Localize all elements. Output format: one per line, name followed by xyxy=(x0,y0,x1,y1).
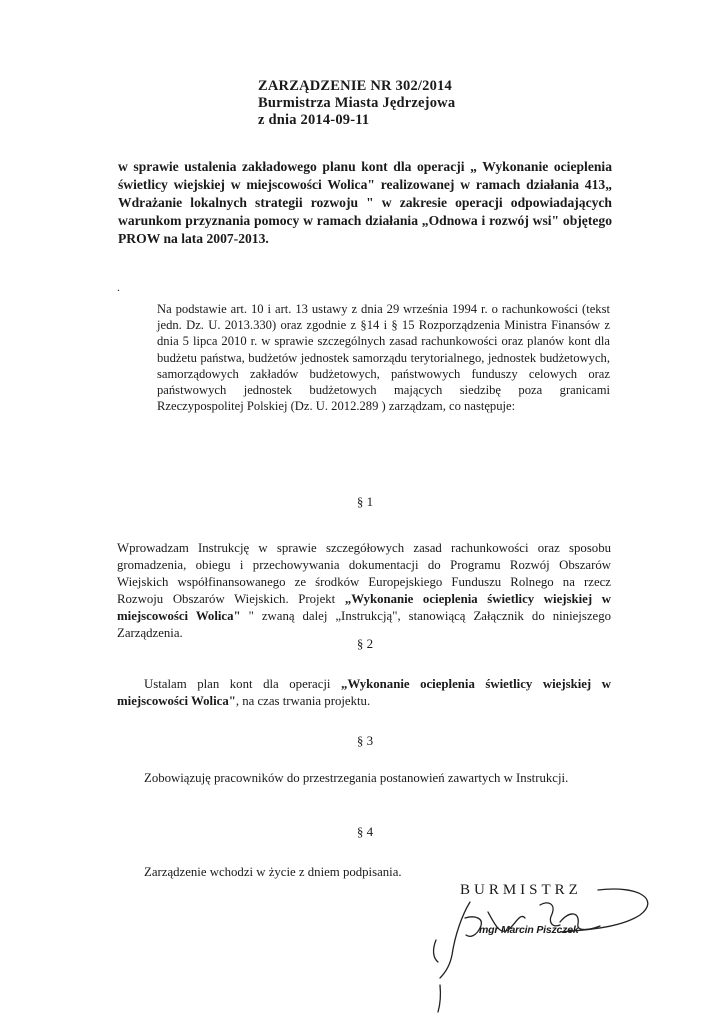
issuer: Burmistrza Miasta Jędrzejowa xyxy=(258,95,456,111)
section-4-text-start: Zarządzenie wchodzi w życie z dniem podpisania. xyxy=(144,865,402,879)
signature-title: BURMISTRZ xyxy=(460,882,582,898)
ordinance-subject: w sprawie ustalenia zakładowego planu kont dla operacji „ Wykonanie ocieplenia świetlicy wiejskiej w miejscowości Wolica" realizowanej w ramach działania 413„ Wdrażanie lokalnych strategii rozwoju " w zakresie operacji odpowiadających warunkom przyznania pomocy w ramach działania „Odnowa i rozwój wsi" objętego PROW na lata 2007-2013. xyxy=(118,159,612,246)
section-2-mark: § 2 xyxy=(356,636,374,651)
section-1-text-start: Wprowadzam Instrukcję w sprawie szczegółowych zasad rachunkowości oraz sposobu gromadzenia, obiegu i przechowywania dokumentacji do Programu Rozwój Obszarów Wiejskich współfinansowanego ze środków Europejskiego Funduszu Rolnego na rzecz Rozwoju Obszarów Wiejskich. Projekt xyxy=(117,541,611,606)
section-2-text-end: , na czas trwania projektu. xyxy=(235,694,371,708)
section-3-text-start: Zobowiązuję pracowników do przestrzegania postanowień zawartych w Instrukcji. xyxy=(144,771,569,785)
ordinance-number: ZARZĄDZENIE NR 302/2014 xyxy=(258,78,452,94)
section-3-text xyxy=(117,770,611,787)
legal-basis-paragraph: Na podstawie art. 10 i art. 13 ustawy z dnia 29 września 1994 r. o rachunkowości (tekst jedn. Dz. U. 2013.330) oraz zgodnie z §14 i § 15 Rozporządzenia Ministra Finansów z dnia 5 lipca 2010 r. w sprawie szczególnych zasad rachunkowości oraz planów kont dla budżetu państwa, budżetów jednostek samorządu terytorialnego, jednostek budżetowych, samorządowych zakładów budżetowych, państwowych funduszy celowych oraz państwowych jednostek budżetowych mających siedzibę poza granicami Rzeczypospolitej Polskiej (Dz. U. 2012.289 ) zarządzam, co następuje: xyxy=(157,302,610,414)
section-4-mark: § 4 xyxy=(356,824,374,839)
section-4-text xyxy=(144,864,604,881)
issue-date: z dnia 2014-09-11 xyxy=(258,112,370,128)
section-1-text xyxy=(117,540,611,642)
section-3-mark: § 3 xyxy=(356,733,374,748)
section-2-project-name: „Wykonanie ocieplenia świetlicy wiejskiej w miejscowości Wolica" xyxy=(117,677,611,708)
section-1-mark: § 1 xyxy=(356,494,374,509)
document-header xyxy=(258,78,578,129)
section-2-text-start: Ustalam plan kont dla operacji xyxy=(144,677,342,691)
section-2-text xyxy=(117,676,611,710)
section-1-project-name: „Wykonanie ocieplenia świetlicy wiejskiej w miejscowości Wolica" xyxy=(117,592,611,623)
section-1-text-end: " zwaną dalej „Instrukcją", stanowiącą Załącznik do niniejszego Zarządzenia. xyxy=(117,609,611,640)
signature-name: mgr Marcin Piszczek xyxy=(479,924,579,936)
stray-mark: . xyxy=(117,280,120,294)
